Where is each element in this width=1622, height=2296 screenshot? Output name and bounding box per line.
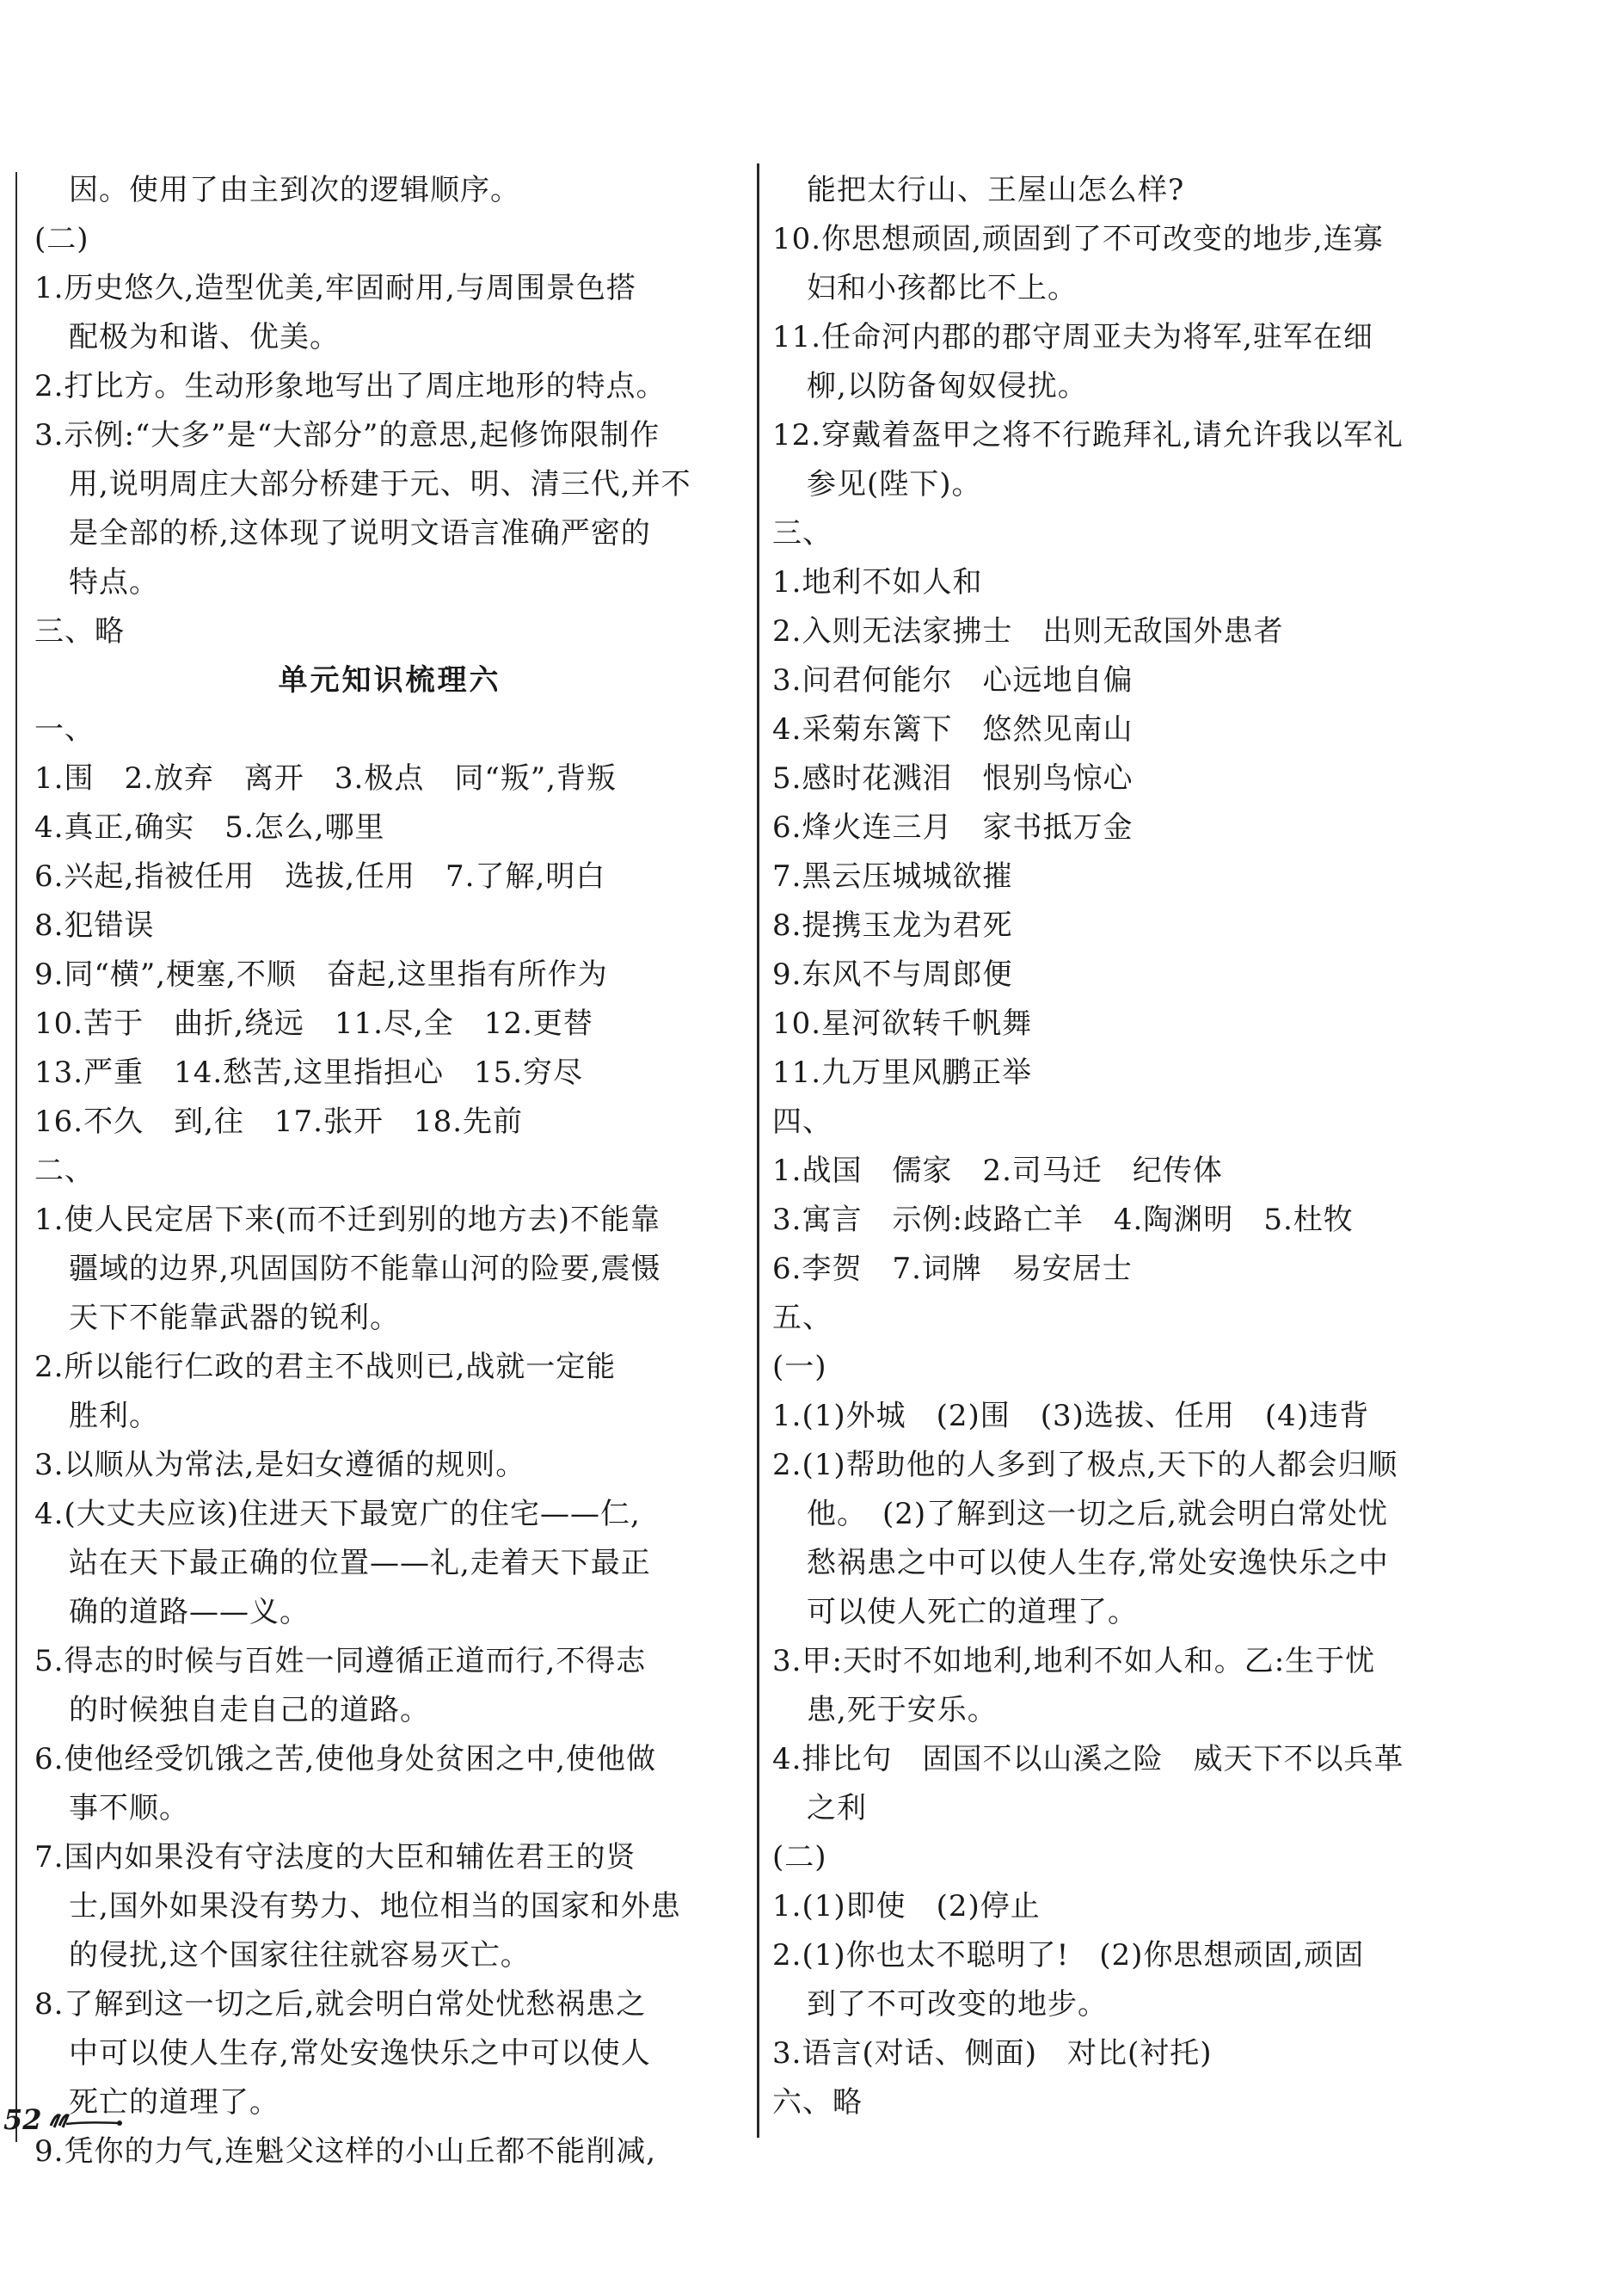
text-line: 6.李贺 7.词牌 易安居士 (772, 1252, 1133, 1286)
text-line: 13.严重 14.愁苦,这里指担心 15.穷尽 (34, 1056, 584, 1090)
right-column (772, 166, 1493, 2127)
footer-ornament-icon (47, 2108, 125, 2131)
text-line: 4.采菊东篱下 悠然见南山 (772, 712, 1134, 747)
text-line: 10.苦于 曲折,绕远 11.尽,全 12.更替 (34, 1006, 593, 1041)
page-number: 52 (3, 2103, 42, 2136)
text-line: (一) (772, 1350, 827, 1384)
text-line: 妇和小孩都比不上。 (807, 271, 1078, 305)
text-line: 9.东风不与周郎便 (772, 957, 1013, 992)
text-line: 1.(1)外城 (2)围 (3)选拔、任用 (4)违背 (772, 1399, 1370, 1433)
text-line: 1.历史悠久,造型优美,牢固耐用,与周围景色搭 (34, 271, 636, 305)
text-line: 4.排比句 固国不以山溪之险 威天下不以兵革 (772, 1742, 1404, 1776)
text-line: 一、 (34, 712, 95, 747)
text-line: 8.犯错误 (34, 908, 155, 943)
text-line: 患,死于安乐。 (807, 1693, 998, 1727)
text-line: 的时候独自走自己的道路。 (69, 1693, 430, 1727)
text-line: 二、 (34, 1154, 95, 1188)
section-title: 单元知识梳理六 (278, 663, 501, 698)
text-line: 1.使人民定居下来(而不迁到别的地方去)不能靠 (34, 1203, 660, 1237)
text-line: 2.(1)你也太不聪明了! (2)你思想顽固,顽固 (772, 1938, 1365, 1973)
text-line: 5.得志的时候与百姓一同遵循正道而行,不得志 (34, 1644, 647, 1678)
text-line: 四、 (772, 1105, 833, 1139)
text-line: 11.任命河内郡的郡守周亚夫为将军,驻军在细 (772, 320, 1373, 354)
text-line: 3.甲:天时不如地利,地利不如人和。乙:生于忧 (772, 1644, 1376, 1678)
text-line: 五、 (772, 1301, 833, 1335)
text-line: 6.烽火连三月 家书抵万金 (772, 810, 1134, 845)
page-footer (3, 2102, 125, 2137)
text-line: 可以使人死亡的道理了。 (807, 1595, 1138, 1629)
text-line: 4.(大丈夫应该)住进天下最宽广的住宅——仁, (34, 1497, 641, 1531)
text-line: 3.语言(对话、侧面) 对比(衬托) (772, 2036, 1213, 2071)
text-line: 8.提携玉龙为君死 (772, 908, 1013, 943)
text-line: 5.感时花溅泪 恨别鸟惊心 (772, 761, 1134, 796)
text-line: 10.星河欲转千帆舞 (772, 1006, 1033, 1041)
text-line: 10.你思想顽固,顽固到了不可改变的地步,连寡 (772, 222, 1384, 256)
text-line: 2.打比方。生动形象地写出了周庄地形的特点。 (34, 369, 667, 403)
text-line: 之利 (807, 1791, 867, 1825)
text-line: 中可以使人生存,常处安逸快乐之中可以使人 (69, 2036, 651, 2071)
text-line: 确的道路——义。 (69, 1595, 310, 1629)
text-line: 3.寓言 示例:歧路亡羊 4.陶渊明 5.杜牧 (772, 1203, 1354, 1237)
text-line: 2.所以能行仁政的君主不战则已,战就一定能 (34, 1350, 617, 1384)
text-line: 的侵扰,这个国家往往就容易灭亡。 (69, 1938, 531, 1973)
text-line: 特点。 (69, 565, 159, 600)
text-line: 1.围 2.放弃 离开 3.极点 同“叛”,背叛 (34, 761, 617, 796)
text-line: 疆域的边界,巩固国防不能靠山河的险要,震慑 (69, 1252, 661, 1286)
text-line: 2.入则无法家拂士 出则无敌国外患者 (772, 614, 1284, 649)
text-line: 三、略 (34, 614, 125, 649)
text-line: (二) (772, 1840, 827, 1874)
text-line: 7.黑云压城城欲摧 (772, 859, 1013, 894)
text-line: 6.兴起,指被任用 选拔,任用 7.了解,明白 (34, 859, 606, 894)
text-line: 9.凭你的力气,连魁父这样的小山丘都不能削减, (34, 2134, 657, 2169)
text-line: 16.不久 到,往 17.张开 18.先前 (34, 1105, 524, 1139)
text-line: 参见(陛下)。 (807, 467, 982, 502)
text-line: 1.地利不如人和 (772, 565, 983, 600)
text-line: 柳,以防备匈奴侵扰。 (807, 369, 1088, 403)
text-line: 胜利。 (69, 1399, 159, 1433)
left-margin-rule (15, 172, 17, 2142)
text-line: 1.(1)即使 (2)停止 (772, 1889, 1041, 1924)
text-line: 天下不能靠武器的锐利。 (69, 1301, 400, 1335)
text-line: 3.以顺从为常法,是妇女遵循的规则。 (34, 1448, 526, 1482)
text-line: 站在天下最正确的位置——礼,走着天下最正 (69, 1546, 651, 1580)
text-line: 士,国外如果没有势力、地位相当的国家和外患 (69, 1889, 681, 1924)
text-line: 8.了解到这一切之后,就会明白常处忧愁祸患之 (34, 1987, 647, 2022)
left-column (34, 166, 745, 2176)
text-line: 3.示例:“大多”是“大部分”的意思,起修饰限制作 (34, 418, 660, 452)
text-line: 三、 (772, 516, 833, 551)
text-line: (二) (34, 222, 89, 256)
text-line: 2.(1)帮助他的人多到了极点,天下的人都会归顺 (772, 1448, 1398, 1482)
text-line: 死亡的道理了。 (69, 2085, 280, 2120)
text-line: 4.真正,确实 5.怎么,哪里 (34, 810, 385, 845)
text-line: 3.问君何能尔 心远地自偏 (772, 663, 1134, 698)
text-line: 是全部的桥,这体现了说明文语言准确严密的 (69, 516, 651, 551)
text-line: 因。使用了由主到次的逻辑顺序。 (69, 173, 520, 207)
column-divider (757, 163, 759, 2138)
text-line: 9.同“横”,梗塞,不顺 奋起,这里指有所作为 (34, 957, 608, 992)
text-line: 配极为和谐、优美。 (69, 320, 340, 354)
text-line: 用,说明周庄大部分桥建于元、明、清三代,并不 (69, 467, 691, 502)
text-line: 11.九万里风鹏正举 (772, 1056, 1033, 1090)
text-line: 到了不可改变的地步。 (807, 1987, 1108, 2022)
text-line: 7.国内如果没有守法度的大臣和辅佐君王的贤 (34, 1840, 636, 1874)
text-line: 愁祸患之中可以使人生存,常处安逸快乐之中 (807, 1546, 1389, 1580)
text-line: 能把太行山、王屋山怎么样? (807, 173, 1185, 207)
text-line: 事不顺。 (69, 1791, 189, 1825)
text-line: 12.穿戴着盔甲之将不行跪拜礼,请允许我以军礼 (772, 418, 1404, 452)
text-line: 六、略 (772, 2085, 863, 2120)
text-line: 1.战国 儒家 2.司马迁 纪传体 (772, 1154, 1223, 1188)
text-line: 6.使他经受饥饿之苦,使他身处贫困之中,使他做 (34, 1742, 657, 1776)
text-line: 他。 (2)了解到这一切之后,就会明白常处忧 (807, 1497, 1388, 1531)
